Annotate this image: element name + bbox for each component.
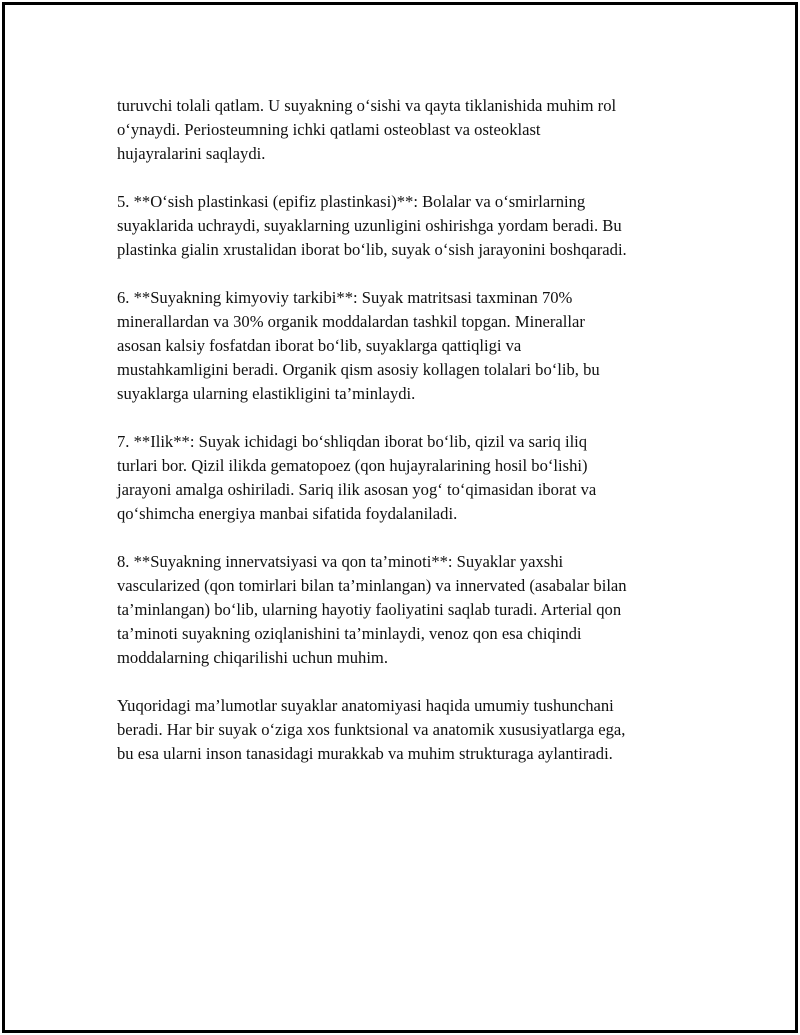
document-body	[117, 94, 687, 790]
paragraph-innervation-blood-supply: 8. **Suyakning innervatsiyasi va qon ta’minoti**: Suyaklar yaxshi vascularized (qon tomirlari bilan ta’minlangan) va innervated (asabalar bilan ta’minlangan) bo‘lib, ularning hayotiy faoliyatini saqlab turadi. Arterial qon ta’minoti suyakning oziqlanishini ta’minlaydi, venoz qon esa chiqindi moddalarning chiqarilishi uchun muhim.	[117, 552, 627, 667]
paragraph-bone-marrow: 7. **Ilik**: Suyak ichidagi bo‘shliqdan iborat bo‘lib, qizil va sariq iliq turlari bor. Qizil ilikda gematopoez (qon hujayralarining hosil bo‘lishi) jarayoni amalga oshiriladi. Sariq ilik asosan yog‘ to‘qimasidan iborat va qo‘shimcha energiya manbai sifatida foydalaniladi.	[117, 432, 597, 523]
paragraph-conclusion: Yuqoridagi ma’lumotlar suyaklar anatomiyasi haqida umumiy tushunchani beradi. Har bir suyak o‘ziga xos funktsional va anatomik xususiyatlarga ega, bu esa ularni inson tanasidagi murakkab va muhim strukturaga aylantiradi.	[117, 696, 626, 763]
paragraph-growth-plate: 5. **O‘sish plastinkasi (epifiz plastinkasi)**: Bolalar va o‘smirlarning suyaklarida uchraydi, suyaklarning uzunligini oshirishga yordam beradi. Bu plastinka gialin xrustalidan iborat bo‘lib, suyak o‘sish jarayonini boshqaradi.	[117, 192, 627, 259]
paragraph-periosteum-continued: turuvchi tolali qatlam. U suyakning o‘sishi va qayta tiklanishida muhim rol o‘ynaydi. Periosteumning ichki qatlami osteoblast va osteoklast hujayralarini saqlaydi.	[117, 96, 617, 163]
paragraph-chemical-composition: 6. **Suyakning kimyoviy tarkibi**: Suyak matritsasi taxminan 70% minerallardan va 30% organik moddalardan tashkil topgan. Minerallar asosan kalsiy fosfatdan iborat bo‘lib, suyaklarga qattiqligi va mustahkamligini beradi. Organik qism asosiy kollagen tolalari bo‘lib, bu suyaklarga ularning elastikligini ta’minlaydi.	[117, 288, 600, 403]
